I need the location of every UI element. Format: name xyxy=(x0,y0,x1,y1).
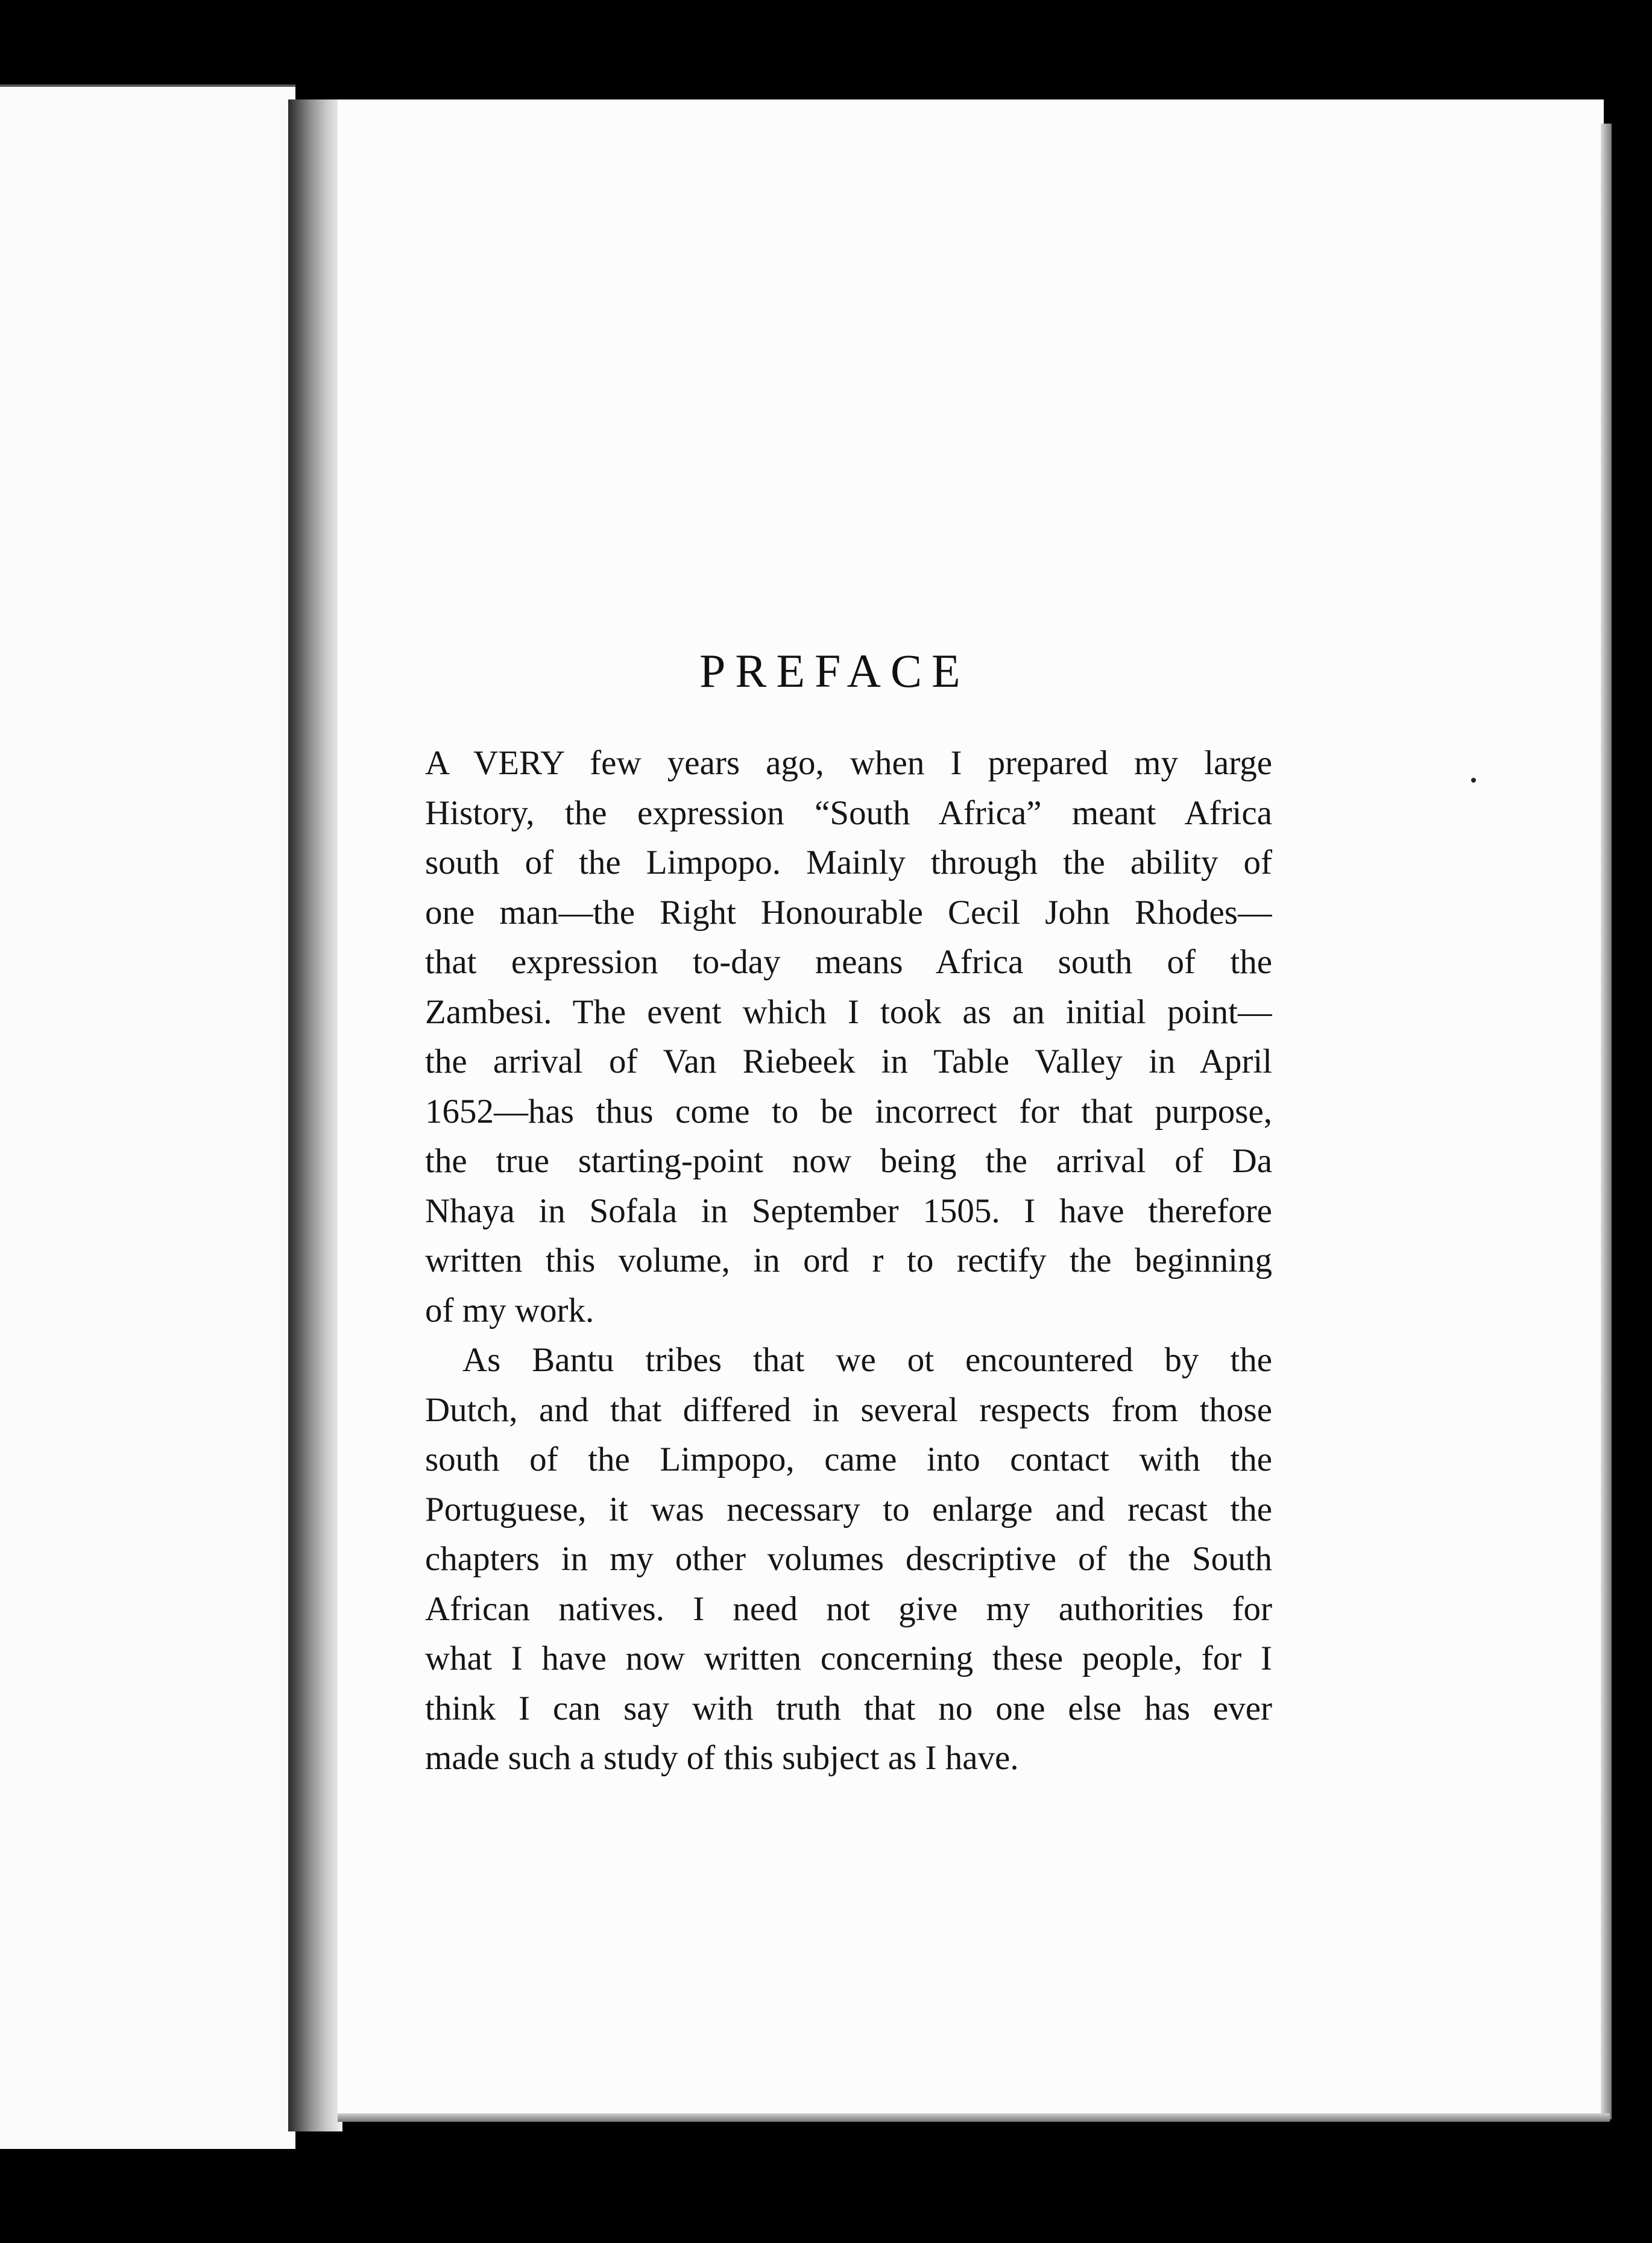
text-line: written this volume, in ord r to rectify the beginning xyxy=(425,1241,1272,1279)
text-line: 1652—has thus come to be incorrect for that purpose, xyxy=(425,1092,1272,1131)
text-line: think I can say with truth that no one else has ever xyxy=(425,1689,1272,1727)
text-line: what I have now written concerning these people, for I xyxy=(425,1639,1272,1677)
page-bottom-edge xyxy=(338,2113,1610,2122)
text-line: Portuguese, it was necessary to enlarge and recast the xyxy=(425,1490,1272,1528)
text-line: made such a study of this subject as I have. xyxy=(425,1739,1019,1777)
text-line: As Bantu tribes that we ot encountered by the xyxy=(462,1341,1272,1379)
text-line: African natives. I need not give my authorities for xyxy=(425,1589,1272,1628)
text-line: of my work. xyxy=(425,1291,594,1330)
page-title: PREFACE xyxy=(699,645,970,697)
text-line: History, the expression “South Africa” meant Africa xyxy=(425,793,1272,832)
text-line: chapters in my other volumes descriptive of the South xyxy=(425,1540,1272,1578)
text-line: Nhaya in Sofala in September 1505. I have therefore xyxy=(425,1191,1272,1230)
text-line: Zambesi. The event which I took as an initial point— xyxy=(425,992,1272,1031)
left-page xyxy=(0,84,295,2149)
text-line: that expression to-day means Africa south of the xyxy=(425,943,1272,981)
text-line: one man—the Right Honourable Cecil John Rhodes— xyxy=(425,893,1272,932)
text-line: south of the Limpopo. Mainly through the ability of xyxy=(425,844,1272,882)
text-line: south of the Limpopo, came into contact with the xyxy=(425,1440,1272,1478)
text-line: A VERY few years ago, when I prepared my large xyxy=(425,744,1272,782)
paragraph xyxy=(425,739,1272,1336)
preface-text xyxy=(425,739,1272,1784)
text-line: the arrival of Van Riebeek in Table Valley in April xyxy=(425,1043,1272,1080)
book-binding-shadow xyxy=(288,99,342,2131)
text-line: Dutch, and that differed in several respects from those xyxy=(425,1390,1272,1429)
paragraph xyxy=(425,1336,1272,1784)
page-edge xyxy=(1601,124,1612,2119)
scan-speck xyxy=(1471,778,1476,783)
text-line: the true starting-point now being the arrival of Da xyxy=(425,1142,1272,1180)
